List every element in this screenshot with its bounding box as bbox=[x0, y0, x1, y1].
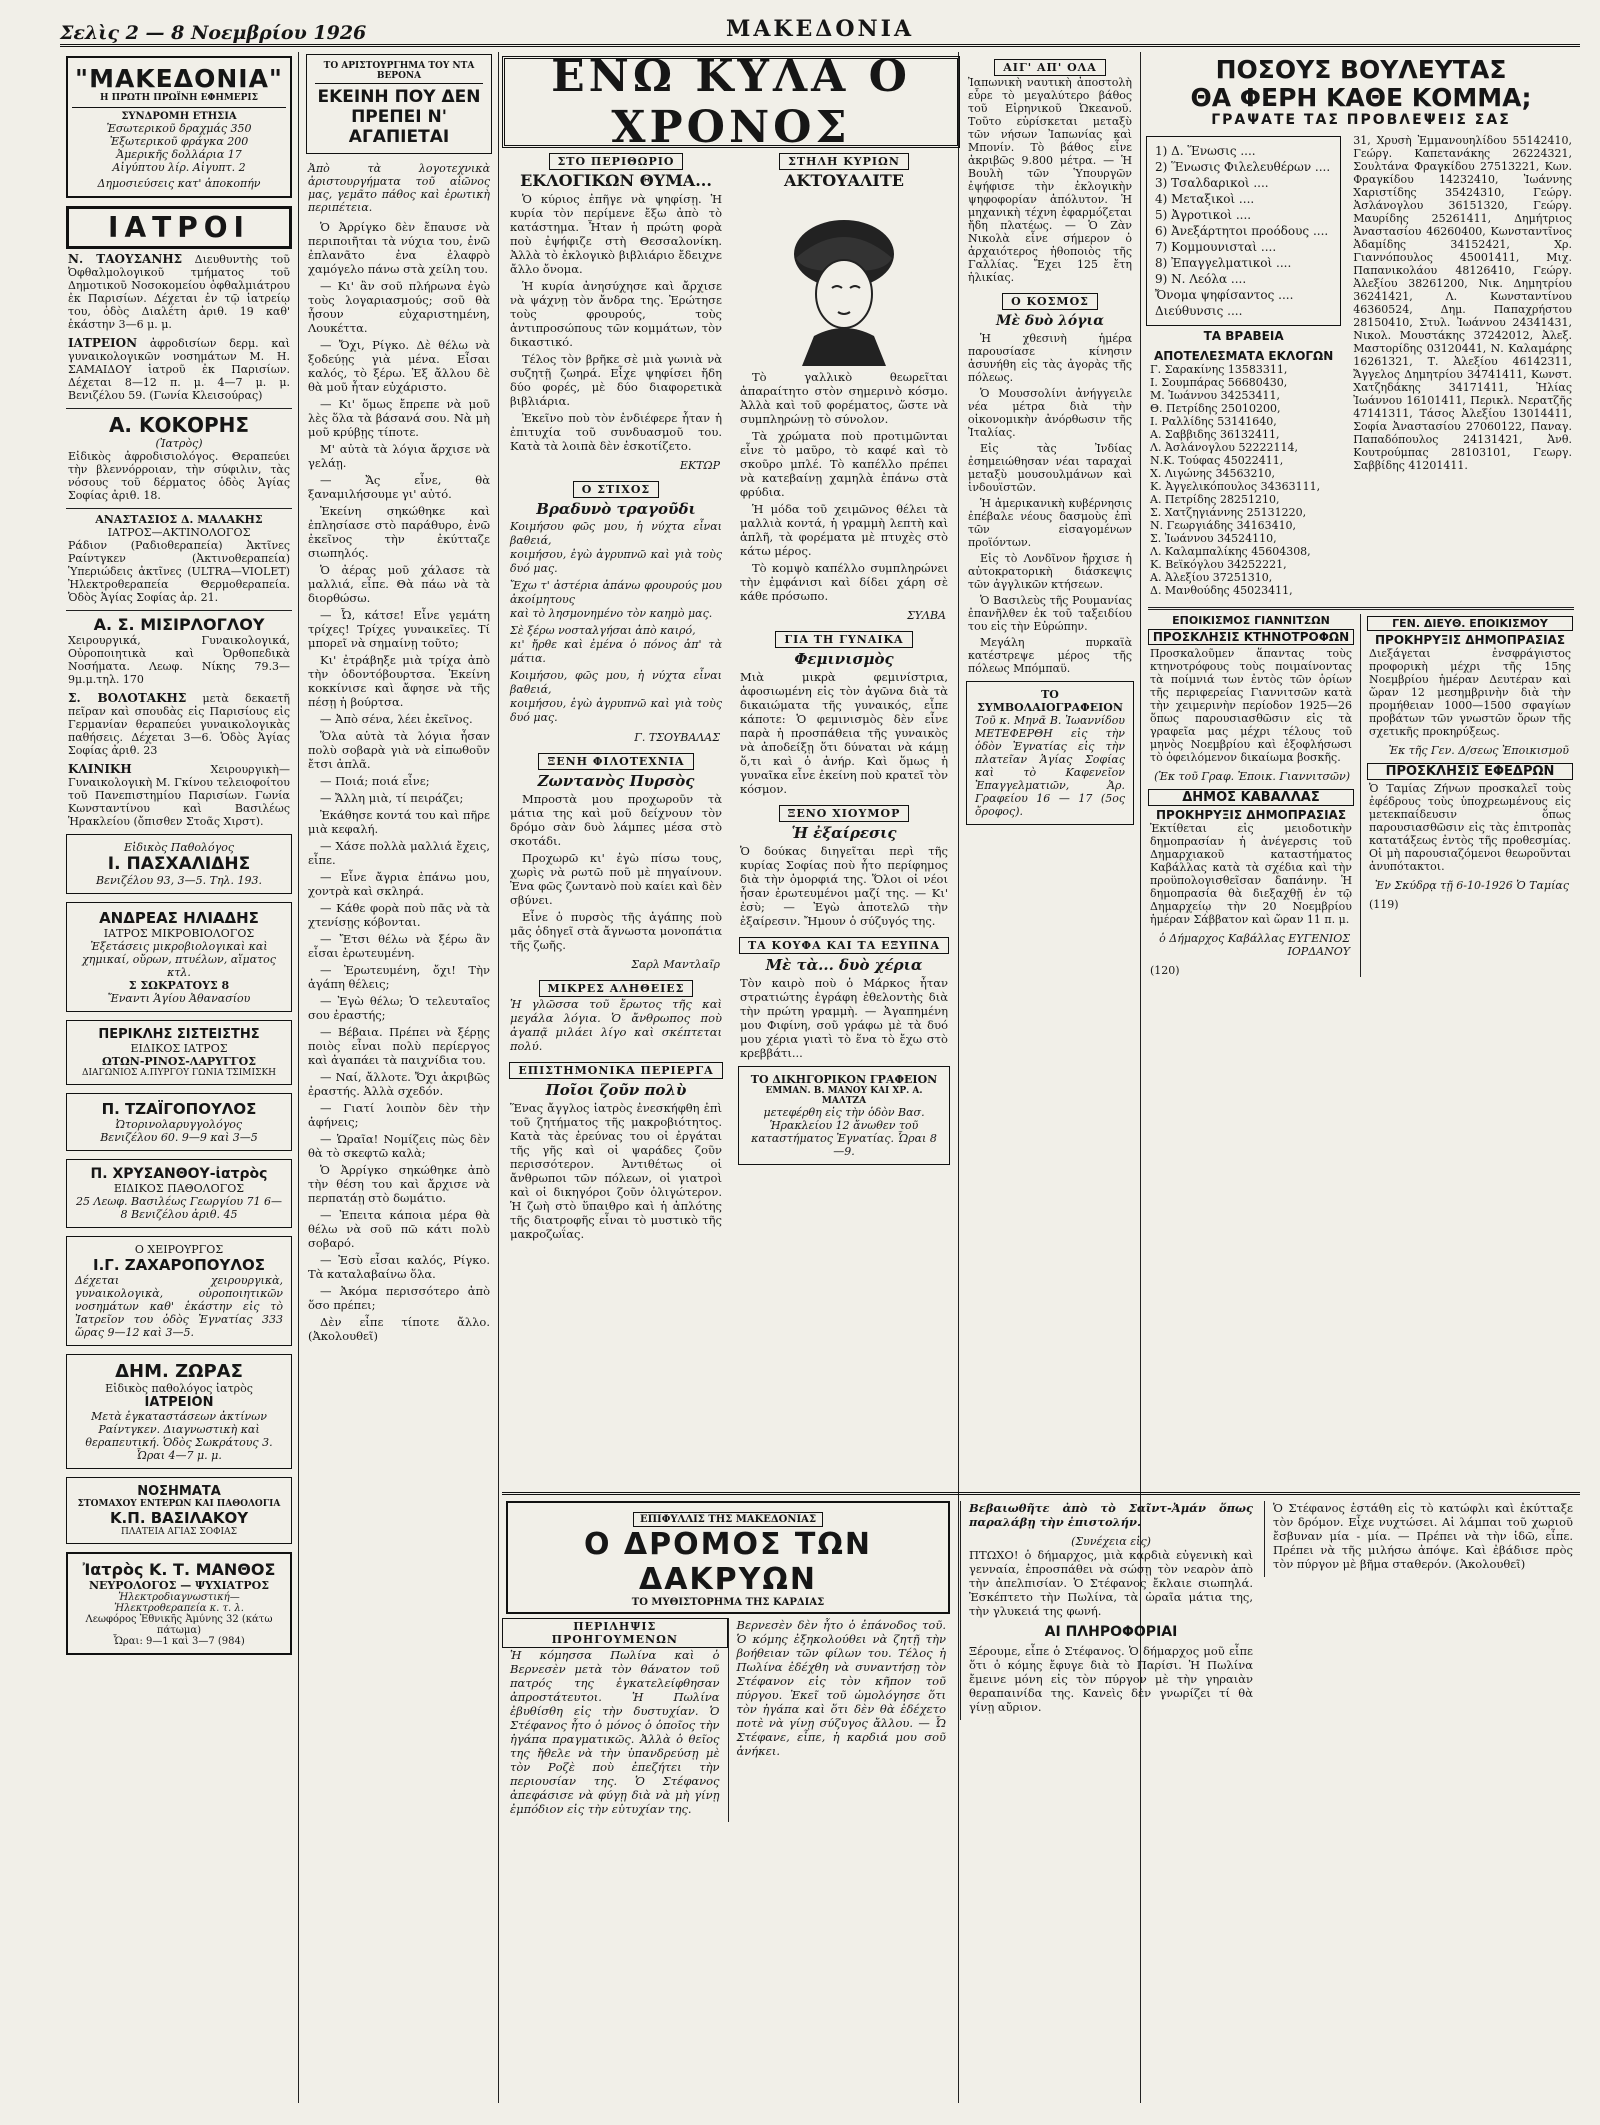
survey-title: ΘΑ ΦΕΡΗ ΚΑΘΕ ΚΟΜΜΑ; bbox=[1190, 83, 1532, 112]
story-title: ΕΚΕΙΝΗ ΠΟΥ ΔΕΝ ΠΡΕΠΕΙ Ν' ΑΓΑΠΙΕΤΑΙ bbox=[317, 87, 481, 147]
result-entry: Ν.Κ. Τούφας 45022411, bbox=[1150, 454, 1284, 467]
result-entry: Ι. Ραλλίδης 53141640, bbox=[1150, 415, 1277, 428]
story-paragraph: — Κι' ὅμως ἔπρεπε νὰ μοῦ λὲς ὅλα τὰ βάσανά σου. Νὰ μὴ μοῦ κρύβῃς τίποτε. bbox=[308, 397, 490, 439]
news-item: Ὁ Βασιλεὺς τῆς Ρουμανίας ἐπανῆλθεν ἐκ τοῦ ταξειδίου του εἰς τὴν Εὐρώπην. bbox=[968, 594, 1132, 633]
news-item: Μεγάλη πυρκαϊὰ κατέστρεψε μέρος τῆς πόλεως Μπόμπαϋ. bbox=[968, 636, 1132, 675]
story-paragraph: — Κι' ἂν σοῦ πλήρωνα ἐγὼ τοὺς λογαριασμούς; σοῦ θὰ ἦσουν εὐχαριστημένη, Λουκέττα. bbox=[308, 279, 490, 335]
doctor-name: ΙΑΤΡΕΙΟΝ bbox=[68, 336, 138, 350]
doctor-text: Εἰδικὸς ἀφροδισιολόγος. Θεραπεύει τὴν βλεννόρροιαν, τὴν σύφιλιν, τὰς νόσους τοῦ δέρματος ὁδὸς Ἁγίας Σοφίας ἀριθ. 18. bbox=[68, 450, 290, 502]
story-paragraph: — Ἄλλη μιὰ, τί πειράζει; bbox=[320, 791, 464, 805]
subscription-header: ΣΥΝΔΡΟΜΗ ΕΤΗΣΙΑ bbox=[72, 107, 286, 122]
news-item: Ἡ χθεσινὴ ἡμέρα παρουσίασε κίνησιν ἀσυνήθη εἰς τὰς ἀγορὰς τῆς πόλεως. bbox=[968, 332, 1132, 384]
serial-kicker: ΕΠΙΦΥΛΛΙΣ ΤΗΣ ΜΑΚΕΔΟΝΙΑΣ bbox=[633, 1512, 823, 1527]
ad-name: Ι.Γ. ΖΑΧΑΡΟΠΟΥΛΟΣ bbox=[93, 1256, 265, 1274]
story-paragraph: — Ὦ, κάτσε! Εἶνε γεμάτη τρίχες! Τρίχες γυναικεῖες. Τί μπορεῖ νὰ σημαίνῃ τοῦτο; bbox=[308, 608, 490, 650]
results-list bbox=[1150, 363, 1337, 597]
ad-tzaigopoulos bbox=[66, 1093, 292, 1151]
story-paragraph: Δὲν εἶπε τίποτε ἄλλο. (Ἀκολουθεῖ) bbox=[308, 1315, 490, 1343]
article-signature: Σαρλ Μαντλαῖρ bbox=[631, 958, 720, 971]
story-paragraph: Ἐκείνη σηκώθηκε καὶ ἐπλησίασε στὸ παράθυρο, ἐνῶ ἐκεῖνος τὴν ἐκύτταζε σιωπηλός. bbox=[308, 504, 490, 560]
notice-title: ΠΡΟΚΗΡΥΞΙΣ ΔΗΜΟΠΡΑΣΙΑΣ bbox=[1374, 633, 1566, 647]
ad-head: Ο ΧΕΙΡΟΥΡΓΟΣ bbox=[134, 1243, 224, 1256]
ad-name: ΠΕΡΙΚΛΗΣ ΣΙΣΤΕΙΣΤΗΣ bbox=[98, 1027, 260, 1042]
notice-signature: ὁ Δήμαρχος Καβάλλας ΕΥΓΕΝΙΟΣ ΙΟΡΔΑΝΟΥ bbox=[1159, 932, 1350, 958]
results-title: ΑΠΟΤΕΛΕΣΜΑΤΑ ΕΚΛΟΓΩΝ bbox=[1153, 349, 1334, 363]
doctor-sub: (Ἰατρὸς) bbox=[155, 437, 203, 450]
section-kicker: Ο ΚΟΣΜΟΣ bbox=[1002, 293, 1098, 310]
ad-sisteistis bbox=[66, 1020, 292, 1085]
serial-continuation: (Συνέχεια εἰς) bbox=[1071, 1535, 1151, 1548]
serial-chapter-note: Βεβαιωθῆτε ἀπὸ τὸ Σαῖντ-Ἀμάν ὅπως παραλάβῃ τὴν ἐπιστολήν. bbox=[969, 1501, 1253, 1529]
serial-summary: Ἡ κόμησσα Πωλίνα καὶ ὁ Βερνεσὲν μετὰ τὸν θάνατον τοῦ πατρός της ἐγκατελείφθησαν ἀπροστάτευτοι. Ἡ Πωλίνα ἐβυθίσθη εἰς τὴν δυστυχίαν. Ὁ Στέφανος ἦτο ὁ μόνος ὁ ὁποῖος τὴν ἠγάπα πραγματικῶς. Ἀλλὰ ὁ θεῖος της ἤθελε νὰ τὴν ὑπανδρεύσῃ μὲ τὸν Ροζὲ ποὺ ἐπεζήτει τὴν περιουσίαν της. Ὁ Στέφανος ἀπεφάσισε νὰ φύγῃ διὰ νὰ μὴ γίνῃ ἐμπόδιον εἰς τὴν εὐτυχίαν της. bbox=[510, 1648, 720, 1816]
survey-item: 5) Ἀγροτικοὶ .... bbox=[1155, 208, 1252, 222]
result-entry: Λ. Ἀσλάνογλου 52222114, bbox=[1150, 441, 1298, 454]
newspaper-name: ΜΑΚΕΔΟΝΙΑ bbox=[725, 16, 915, 42]
section-kicker: ΜΙΚΡΕΣ ΑΛΗΘΕΙΕΣ bbox=[539, 980, 694, 997]
article-title: Μὲ τὰ... δυὸ χέρια bbox=[765, 956, 923, 974]
results-continued: 31, Χρυσὴ Ἐμμανουηλίδου 55142410, Γεώργ. Καπετανάκης 26224321, Σουλτάνα Φραγκίδου 27513221, Κων. Φραγκίδου 14232410, Ἰωάννης Χαριστίδης 35424310, Γεώργ. Ἀσλάνογλου 36151320, Γεώργ. Μαυρίδης 25261411, Δημήτριος Ἀναστασίου 46260400, Κωνσταντῖνος Ἀδαμίδης 34152421, Χρ. Γιαννόπουλος 45001411, Μιχ. Παπανικολάου 48126410, Γεώργ. Ἀλεξίου 38261200, Νικ. Δημητρίου 36241421, Λ. Κωνσταντίνου 46360524, Δημ. Παπαχρήστου 28150410, Στυλ. Ἰωάννου 24341431, Νικολ. Μουστάκης 37242012, Ἀλεξ. Μαστορίδης 03120441, Ν. Καλαμάρης 16261321, Τ. Ἀλεξίου 46142311, Ἄγγελος Δημητρίου 34741411, Κωνστ. Χατζηδάκης 34171411, Ἠλίας Ἰωάννου 16101411, Περικλ. Νερατζῆς 47141311, Τάσος Ἀλεξίου 13014411, Σοφία Ἀναστασίου 27060122, Παναγ. Παπαδόπουλος 24131421, Ἀνθ. Κουτρούμπας 28103101, Γεωργ. Σαββίδης 41201411. bbox=[1353, 134, 1572, 472]
article-title: Φεμινισμὸς bbox=[794, 650, 894, 668]
article-body: Ἕνας ἄγγλος ἰατρὸς ἐνεσκήφθη ἐπὶ τοῦ ζητήματος τῆς μακροβιότητος. Κατὰ τὰς ἐρεύνας του οἱ ἐργάται τῆς γῆς καὶ οἱ ψαράδες ζοῦν περισσότερον. Ἀντιθέτως οἱ ἄνθρωποι τῶν πόλεων, οἱ γιατροὶ καὶ οἱ δικηγόροι ζοῦν ὀλιγώτερον. Ἡ ζωὴ στὸ ὕπαιθρο καὶ ἡ ἀπλότης τῆς διατροφῆς εἶναι τὸ μυστικὸ τῆς μακροζωΐας. bbox=[510, 1101, 722, 1241]
article-body bbox=[510, 792, 722, 952]
section-kicker: ΞΕΝΗ ΦΙΛΟΤΕΧΝΙΑ bbox=[538, 753, 693, 770]
ad-name: ΕΜΜΑΝ. Β. ΜΑΝΟΥ ΚΑΙ ΧΡ. Α. ΜΑΛΤΖΑ bbox=[765, 1086, 923, 1106]
survey-item: 4) Μεταξικοὶ .... bbox=[1155, 192, 1255, 206]
ad-manthos bbox=[66, 1552, 292, 1655]
doctor-ad bbox=[60, 513, 298, 539]
section-kicker: ΓΙΑ ΤΗ ΓΥΝΑΙΚΑ bbox=[775, 631, 912, 648]
article-body: Μιὰ μικρὰ φεμινίστρια, ἀφοσιωμένη εἰς τὸν ἀγῶνα διὰ τὰ δικαιώματα τῆς γυναικός, εἶπε κάποτε: Ὁ φεμινισμὸς δὲν εἶνε παρὰ ἡ προσπάθεια τῆς γυναικὸς νὰ ἀποδείξῃ ὅτι δύναται νὰ κάμῃ ὅ,τι καὶ ὁ ἀνήρ. Καὶ ὅμως ἡ γυναῖκα εἶνε ἐκείνη ποὺ κρατεῖ τὸν κόσμον. bbox=[740, 670, 948, 796]
notice-signature: Ἐκ τῆς Γεν. Δ/σεως Ἐποικισμοῦ bbox=[1388, 744, 1569, 757]
story-paragraph: — Ἀπὸ σένα, λέει ἐκεῖνος. bbox=[320, 712, 473, 726]
section-kicker: Ο ΣΤΙΧΟΣ bbox=[573, 481, 659, 498]
result-entry: Χ. Λιγώνης 34563210, bbox=[1150, 467, 1276, 480]
ad-vasilakou bbox=[66, 1477, 292, 1544]
story-paragraph: Μ' αὐτὰ τὰ λόγια ἄρχισε νὰ γελάῃ. bbox=[308, 442, 490, 470]
subscription-title: "ΜΑΚΕΔΟΝΙΑ" bbox=[75, 64, 283, 93]
survey-item: Διεύθυνσις .... bbox=[1155, 304, 1243, 318]
ad-sub: Εἰδικὸς παθολόγος ἰατρὸς bbox=[105, 1382, 253, 1395]
ad-name: Π. ΧΡΥΣΑΝΘΟΥ-ἰατρὸς bbox=[90, 1166, 268, 1182]
ad-address: ΠΛΑΤΕΙΑ ΑΓΙΑΣ ΣΟΦΙΑΣ bbox=[121, 1527, 237, 1537]
story-paragraph: Ὅλα αὐτὰ τὰ λόγια ἦσαν πολὺ σοβαρὰ γιὰ νὰ εἰπωθοῦν ἔτσι ἀπλᾶ. bbox=[308, 729, 490, 771]
notice-signature: Ἐν Σκύδρᾳ τῇ 6-10-1926 Ὁ Ταμίας bbox=[1374, 879, 1569, 892]
section-banner-title: ΕΝΩ ΚΥΛΑ Ο ΧΡΟΝΟΣ bbox=[551, 51, 911, 153]
article-title: ΕΚΛΟΓΙΚΩΝ ΘΥΜΑ... bbox=[520, 171, 712, 190]
ad-name: Κ.Π. ΒΑΣΙΛΑΚΟΥ bbox=[109, 1509, 249, 1527]
section-kicker: ΣΤΗΛΗ ΚΥΡΙΩΝ bbox=[779, 153, 909, 170]
doctor-text: Διευθυντὴς τοῦ Ὀφθαλμολογικοῦ τμήματος τοῦ Δημοτικοῦ Νοσοκομείου ὀφθαλμιάτρου ἐκ Παρισίων. Δέχεται ἐν τῷ ἰατρείῳ του, ὁδὸς Διαλέτη ἀριθ. 19 καθ' ἑκάστην 3—6 μ. μ. bbox=[68, 253, 290, 331]
notice-text: Ὁ Ταμίας Ζήνων προσκαλεῖ τοὺς ἐφέδρους τοὺς ὑποχρεωμένους εἰς μετεκπαίδευσιν ὅπως παρουσιασθῶσιν εἰς τὰς ἐπιτροπὰς κατατάξεως ἐντὸς τῆς προθεσμίας. Οἱ μὴ παρουσιαζόμενοι θεωροῦνται ἀνυπότακτοι. bbox=[1369, 782, 1571, 873]
story-paragraph: Κι' ἐτράβηξε μιὰ τρίχα ἀπὸ τὴν ὁδοντόβουρτσα. Ἐκείνη κοκκίνισε καὶ ἄφησε νὰ τῆς πέσῃ ἡ βούρτσα. bbox=[308, 653, 490, 709]
ad-address: Σ ΣΩΚΡΑΤΟΥΣ 8 bbox=[128, 979, 230, 992]
story-paragraph: — Ἄς εἶνε, θὰ ξαναμιλήσουμε γι' αὐτό. bbox=[308, 473, 490, 501]
ad-paschalidis bbox=[66, 834, 292, 894]
article-body bbox=[740, 370, 948, 603]
ad-head: ΤΟ ΔΙΚΗΓΟΡΙΚΟΝ ΓΡΑΦΕΙΟΝ bbox=[750, 1073, 938, 1086]
survey-title: ΠΟΣΟΥΣ ΒΟΥΛΕΥΤΑΣ bbox=[1215, 55, 1507, 84]
doctors-header bbox=[66, 206, 292, 249]
ad-address: Βενιζέλου 60. 9—9 καὶ 3—5 bbox=[100, 1131, 258, 1144]
story-paragraph: — Ὄχι, Ρίγκο. Δὲ θέλω νὰ ξοδεύῃς γιὰ μένα. Εἶσαι καλός, τὸ ξέρω. Ἐξ ἄλλου δὲ θὰ μοῦ ἦταν εὐχάριστο. bbox=[308, 338, 490, 394]
ad-sub: ΝΕΥΡΟΛΟΓΟΣ — ΨΥΧΙΑΤΡΟΣ bbox=[88, 1579, 270, 1592]
poem-body bbox=[510, 520, 722, 725]
news-item: Εἰς τὰς Ἰνδίας ἐσημειώθησαν νέαι ταραχαὶ μεταξὺ μουσουλμάνων καὶ ἰνδουϊστῶν. bbox=[968, 442, 1132, 494]
subscription-line: Αἰγύπτου λίρ. Αἰγυπτ. 2 bbox=[112, 161, 246, 174]
poem-title: Βραδυνὸ τραγοῦδι bbox=[536, 500, 696, 518]
notary-ad bbox=[966, 681, 1134, 825]
article-paragraph: Ἐκεῖνο ποὺ τὸν ἐνδιέφερε ἦταν ἡ ἐπιτυχία τοῦ συνδυασμοῦ του. Κατὰ τὰ λοιπὰ δὲν ἐσκοτίζετο. bbox=[510, 411, 722, 453]
survey-item: 6) Ἀνεξάρτητοι προόδους .... bbox=[1155, 224, 1329, 238]
article-body: Τὸν καιρὸ ποὺ ὁ Μάρκος ἦταν στρατιώτης ἐγράφη ἐθελοντὴς διὰ τὴν πρώτη γραμμὴ. — Ἀγαπημένη μου Φιφίνη, σοῦ γράφω μὲ τὰ δυό μου χέρια γιατὶ τὸ ἕνα τὸ ἔχω στὸ κρεββάτι... bbox=[740, 976, 948, 1060]
poem-stanza: Σὲ ξέρω νοσταλγήσαι ἀπὸ καιρό, κι' ἤρθε καὶ ἐμένα ὁ πόνος ἀπ' τὰ μάτια. bbox=[510, 624, 722, 665]
story-paragraph: — Ἔτσι θέλω νὰ ξέρω ἂν εἶσαι ἐρωτευμένη. bbox=[308, 932, 490, 960]
article-paragraph: Τὸ γαλλικὸ θεωρεῖται ἀπαραίτητο στὸν σημερινὸ κόσμο. Ἀλλὰ καὶ τοῦ φορέματος, ὥστε νὰ συμπληρώνῃ τὸ σύνολον. bbox=[740, 370, 948, 426]
notice-number: (120) bbox=[1150, 964, 1180, 977]
ad-head: ΝΟΣΗΜΑΤΑ bbox=[137, 1484, 221, 1499]
article-title: Ζωντανὸς Πυρσὸς bbox=[537, 772, 695, 790]
section-kicker: ΣΤΟ ΠΕΡΙΘΩΡΙΟ bbox=[549, 153, 684, 170]
serial-subtitle: ΤΟ ΜΥΘΙΣΤΟΡΗΜΑ ΤΗΣ ΚΑΡΔΙΑΣ bbox=[631, 1597, 825, 1608]
story-body bbox=[308, 220, 490, 1343]
doctor-text: Χειρουργικὴ—Γυναικολογικὴ Μ. Γκίνου τελειοφοίτου τοῦ Πανεπιστημίου Παρισίων. Γωνία Κωνσταντίνου καὶ Βασιλέως Ἡρακλείου (ὄπισθεν Στοᾶς Χιρστ). bbox=[68, 763, 290, 828]
notice-title: ΠΡΟΣΚΛΗΣΙΣ ΕΦΕΔΡΩΝ bbox=[1367, 763, 1573, 780]
ad-head: ΙΑΤΡΕΙΟΝ bbox=[144, 1395, 214, 1410]
story-paragraph: — Ἐρωτευμένη, ὄχι! Τὴν ἀγάπη θέλεις; bbox=[308, 963, 490, 991]
result-entry: Α. Σαββιδης 36132411, bbox=[1150, 428, 1280, 441]
story-kicker: ΤΟ ΑΡΙΣΤΟΥΡΓΗΜΑ ΤΟΥ ΝΤΑ ΒΕΡΟΝΑ bbox=[315, 61, 483, 84]
doctor-sub: ΙΑΤΡΟΣ—ΑΚΤΙΝΟΛΟΓΟΣ bbox=[107, 526, 251, 539]
survey-item: 9) Ν. Λεόλα .... bbox=[1155, 272, 1247, 286]
story-paragraph: — Ἀκόμα περισσότερο ἀπὸ ὅσο πρέπει; bbox=[308, 1284, 490, 1312]
ad-sub: ΣΤΟΜΑΧΟΥ ΕΝΤΕΡΩΝ ΚΑΙ ΠΑΘΟΛΟΓΙΑ bbox=[77, 1499, 281, 1509]
ad-text: μετεφέρθη εἰς τὴν ὁδὸν Βασ. Ἡρακλείου 12 ἄνωθεν τοῦ καταστήματος Ἐγνατίας. Ὧραι 8—9. bbox=[751, 1106, 937, 1158]
result-entry: Ι. Σουμπάρας 56680430, bbox=[1150, 376, 1288, 389]
prizes-note bbox=[1150, 330, 1337, 343]
survey-item: Ὄνομα ψηφίσαντος .... bbox=[1155, 288, 1294, 302]
notice-number: (119) bbox=[1369, 898, 1399, 911]
notice-head: ΕΠΟΙΚΙΣΜΟΣ ΓΙΑΝΝΙΤΣΩΝ bbox=[1172, 614, 1330, 627]
woman-portrait-illustration bbox=[774, 196, 914, 366]
poem-stanza: Ἔχω τ' ἀστέρια ἀπάνω φρουρούς μου ἀκοίμητους καὶ τὸ λησμονημένο τὸν καημὸ μας. bbox=[510, 579, 722, 620]
news-list bbox=[968, 332, 1132, 675]
notice-head: ΓΕΝ. ΔΙΕΥΘ. ΕΠΟΙΚΙΣΜΟΥ bbox=[1367, 616, 1573, 631]
subscription-line: Ἐξωτερικοῦ φράγκα 200 bbox=[109, 135, 249, 148]
article-body bbox=[510, 192, 722, 453]
notice-signature: (Ἐκ τοῦ Γραφ. Ἐποικ. Γιαννιτσῶν) bbox=[1154, 770, 1350, 783]
story-paragraph: — Ναί, ἄλλοτε. Ὄχι ἀκριβῶς ἐραστής. Ἀλλὰ σχεδόν. bbox=[308, 1070, 490, 1098]
story-paragraph: Ὁ ἀέρας μοῦ χάλασε τὰ μαλλιά, εἶπε. Θὰ πάω νὰ τὰ διορθώσω. bbox=[308, 563, 490, 605]
ad-address: Ἔναντι Ἁγίου Ἀθανασίου bbox=[107, 992, 251, 1005]
doctor-name: Ν. ΤΑΟΥΣΑΝΗΣ bbox=[68, 252, 183, 266]
poem-stanza: Κοιμήσου, φῶς μου, ἡ νύχτα εἶναι βαθειά, κοιμήσου, ἐγὼ ἀγρυπνῶ καὶ γιὰ τοὺς δυό μας. bbox=[510, 669, 722, 724]
doctor-ad bbox=[68, 763, 290, 828]
story-intro: Ἀπὸ τὰ λογοτεχνικὰ ἀριστουργήματα τοῦ αἰῶνος μας, γεμᾶτο πάθος καὶ ἐρωτικὴ περιπέτεια. bbox=[308, 162, 490, 214]
doctor-name: ΑΝΑΣΤΑΣΙΟΣ Δ. ΜΑΛΑΚΗΣ bbox=[95, 513, 263, 526]
prizes-title: ΤΑ ΒΡΑΒΕΙΑ bbox=[1203, 329, 1284, 343]
section-banner bbox=[502, 51, 960, 153]
doctors-column bbox=[60, 52, 298, 2103]
article-paragraph: Προχωρῶ κι' ἐγὼ πίσω τους, χωρὶς νὰ ρωτῶ ποῦ μὲ πηγαίνουν. Ἐνα φῶς ζωντανὸ ποὺ καίει καὶ δὲν σβύνει. bbox=[510, 851, 722, 907]
story-paragraph: — Γιατί λοιπὸν δὲν τὴν ἀφήνεις; bbox=[308, 1101, 490, 1129]
ad-hours: Ὧραι: 9—1 καὶ 3—7 (984) bbox=[113, 1636, 245, 1647]
subscription-subtitle: Η ΠΡΩΤΗ ΠΡΩΪΝΗ ΕΦΗΜΕΡΙΣ bbox=[100, 93, 258, 103]
doctor-text: Ράδιον (Ραδιοθεραπεία) Ἀκτῖνες Ραίντγκεν (Ἀκτινοθεραπεία) Ὑπεριώδεις ἀκτῖνες (ULTRA—VIOLET) Ἠλεκτροθεραπεία Θερμοθεραπεία. Ὁδὸς Ἁγίας Σοφίας ἀρ. 21. bbox=[68, 539, 290, 604]
story-column bbox=[300, 52, 498, 2103]
article-body: Ἡ γλῶσσα τοῦ ἔρωτος τῆς καὶ μεγάλα λόγια. Ὁ ἄνθρωπος ποὺ ἀγαπᾷ μιλάει λίγο καὶ σκέπτεται πολύ. bbox=[510, 997, 722, 1053]
ad-text: Μετὰ ἐγκαταστάσεων ἀκτίνων Ραίντγκεν. Διαγνωστικὴ καὶ θεραπευτική. Ὁδὸς Σωκράτους 3. Ὧραι 4—7 μ. μ. bbox=[85, 1410, 273, 1462]
ad-text: 25 Λεωφ. Βασιλέως Γεωργίου 71 6—8 Βενιζέλου ἀριθ. 45 bbox=[76, 1195, 282, 1221]
article-paragraph: Τέλος τὸν βρῆκε σὲ μιὰ γωνιὰ νὰ συζητῇ ζωηρά. Εἶχε ψηφίσει ἤδη δύο φορές, μὲ δύο διαφορετικὰ βιβλιάρια. bbox=[510, 352, 722, 408]
ad-text: Τοῦ κ. Μηνᾶ Β. Ἰωαννίδου ΜΕΤΕΦΕΡΘΗ εἰς τὴν ὁδὸν Ἐγνατίας εἰς τὴν πλατεῖαν Ἁγίας Σοφίας καὶ τὸ Καφενεῖον Ἐπαγγελματιῶν, Ἀρ. Γραφείου 16 — 17 (5ος ὄροφος). bbox=[975, 714, 1125, 818]
notice-text: Ἐκτίθεται εἰς μειοδοτικὴν δημοπρασίαν ἡ ἀνέγερσις τοῦ Δημαρχιακοῦ καταστήματος Καβάλλας κατὰ τὰ σχέδια καὶ τὴν προϋπολογισθεῖσαν δαπάνην. Ἡ δημοπρασία θὰ διεξαχθῇ ἐν τῷ Δημαρχείῳ τὴν 20 Νοεμβρίου ἡμέραν Σάββατον καὶ ὥραν 11 π. μ. bbox=[1150, 822, 1352, 926]
serial-body: Βερνεσὲν δὲν ἦτο ὁ ἐπάνοδος τοῦ. Ὁ κόμης ἐξηκολούθει νὰ ζητῇ τὴν βοήθειαν τῶν φίλων του. Τέλος ἡ Πωλίνα ἐδέχθη νὰ συναντήσῃ τὸν Στέφανον εἰς τὸν κῆπον τοῦ πύργου. Ἐκεῖ τοῦ ὡμολόγησε ὅτι τὸν ἠγάπα καὶ ὅτι δὲν θὰ ἐδέχετο ποτὲ νὰ γίνῃ σύζυγος ἄλλου. — Ὦ Στέφανε, εἶπε, ἡ καρδιά μου σοῦ ἀνήκει. bbox=[736, 1618, 946, 1758]
doctor-ad bbox=[60, 413, 298, 450]
ad-name: Π. ΤΖΑΪΓΟΠΟΥΛΟΣ bbox=[101, 1100, 257, 1118]
law-office-ad bbox=[738, 1066, 950, 1165]
result-entry: Μ. Ἰωάννου 34253411, bbox=[1150, 389, 1281, 402]
section-kicker: ΞΕΝΟ ΧΙΟΥΜΟΡ bbox=[779, 805, 910, 822]
ad-chrysanthou bbox=[66, 1159, 292, 1228]
survey-item: 1) Δ. Ἕνωσις .... bbox=[1155, 144, 1256, 158]
section-kicker: ΕΠΙΣΤΗΜΟΝΙΚΑ ΠΕΡΙΕΡΓΑ bbox=[509, 1062, 722, 1079]
news-body: Ἰαπωνικὴ ναυτικὴ ἀποστολὴ εὗρε τὸ μεγαλύτερο βάθος τοῦ Εἰρηνικοῦ Ὠκεανοῦ. Τοῦτο εὑρίσκεται μεταξὺ τῶν νήσων Ἰαπωνίας καὶ Μπονίν. Τὸ βάθος εἶνε ἀκριβῶς 9.800 μέτρα. — Ἡ Βουλὴ τῶν Ὑπουργῶν ἐψήφισε τὴν ἐκλογικὴν ψηφοφορίαν ἀπόλυτον. Ἡ μηχανικὴ τέχνη ἐφαρμόζεται ἤδη πλατέως. — Ὁ Ζὰν Νικολὰ εἶνε σήμερον ὁ ἀρχαιότερος ἡθοποιὸς τῆς Γαλλίας. Ἔχει 125 ἔτη ἡλικίας. bbox=[968, 76, 1132, 284]
poem-signature: Γ. ΤΣΟΥΒΑΛΑΣ bbox=[634, 731, 720, 744]
survey-item: 3) Τσαλδαρικοὶ .... bbox=[1155, 176, 1269, 190]
survey-item: 8) Ἐπαγγελματικοὶ .... bbox=[1155, 256, 1292, 270]
story-paragraph: — Ὡραῖα! Νομίζεις πὼς δὲν θὰ τὸ σκεφτῶ καλὰ; bbox=[308, 1132, 490, 1160]
ad-name: Ι. ΠΑΣΧΑΛΙΔΗΣ bbox=[107, 854, 251, 874]
subscription-line: Ἀμερικῆς δολλάρια 17 bbox=[116, 148, 242, 161]
news-item: Ἡ ἀμερικανικὴ κυβέρνησις ἐπέβαλε νέους δασμοὺς ἐπὶ τῶν εἰσαγομένων προϊόντων. bbox=[968, 497, 1132, 549]
survey-item: 2) Ἕνωσις Φιλελευθέρων .... bbox=[1155, 160, 1331, 174]
article-paragraph: Ἡ κυρία ἀνησύχησε καὶ ἄρχισε νὰ ψάχνῃ τὸν ἄνδρα της. Ἐρώτησε τοὺς φρουρούς, τοὺς ἀντιπροσώπους τῶν κομμάτων, τὸν δικαστικό. bbox=[510, 279, 722, 349]
doctor-name: Σ. ΒΟΛΟΤΑΚΗΣ bbox=[68, 691, 187, 705]
elections-column bbox=[1142, 52, 1580, 1382]
page-date: Σελὶς 2 — 8 Νοεμβρίου 1926 bbox=[60, 22, 367, 44]
ad-address: Λεωφόρος Ἐθνικῆς Ἀμύνης 32 (κάτω πάτωμα) bbox=[85, 1614, 273, 1636]
story-paragraph: Ὁ Ἀρρίγκο σηκώθηκε ἀπὸ τὴν θέση του καὶ ἄρχισε νὰ περπατάῃ στὸ δωμάτιο. bbox=[308, 1163, 490, 1205]
notice-title: ΠΡΟΣΚΛΗΣΙΣ ΚΤΗΝΟΤΡΟΦΩΝ bbox=[1148, 629, 1354, 645]
notice-title: ΠΡΟΚΗΡΥΞΙΣ ΔΗΜΟΠΡΑΣΙΑΣ bbox=[1155, 808, 1347, 822]
ad-head: Εἰδικὸς Παθολόγος bbox=[124, 841, 234, 854]
ad-name: ΔΗΜ. ΖΩΡΑΣ bbox=[115, 1361, 243, 1382]
serial-header bbox=[506, 1501, 950, 1614]
section-kicker: ΑΙΓ' ΑΠ' ΟΛΑ bbox=[994, 59, 1105, 76]
ad-text: Ἐξετάσεις μικροβιολογικαὶ καὶ χημικαί, οὔρων, πτυέλων, αἵματος κτλ. bbox=[82, 940, 276, 979]
news-item: Ὁ Μουσσολίνι ἀνήγγειλε νέα μέτρα διὰ τὴν οἰκονομικὴν ἀνόρθωσιν τῆς Ἰταλίας. bbox=[968, 387, 1132, 439]
doctor-name: ΚΛΙΝΙΚΗ bbox=[68, 762, 132, 776]
result-entry: Κ. Ἀγγελικόπουλος 34363111, bbox=[1150, 480, 1321, 493]
ad-name: Ἰατρὸς Κ. Τ. ΜΑΝΘΟΣ bbox=[82, 1560, 276, 1579]
doctor-ad bbox=[68, 692, 290, 757]
ad-address: ΔΙΑΓΩΝΙΟΣ Α.ΠΥΡΓΟΥ ΓΩΝΙΑ ΤΣΙΜΙΣΚΗ bbox=[81, 1068, 277, 1078]
news-column bbox=[960, 52, 1140, 1382]
result-entry: Α. Ἀλεξίου 37251310, bbox=[1150, 571, 1273, 584]
ad-text: Δέχεται χειρουργικὰ, γυναικολογικὰ, οὐροποιητικῶν νοσημάτων καθ' ἑκάστην εἰς τὸ Ἰατρεῖον του ὁδὸς Ἐγνατίας 333 ὥρας 9—12 καὶ 3—5. bbox=[75, 1274, 283, 1339]
story-paragraph: — Ἐγὼ θέλω; Ὁ τελευταῖος σου ἐραστής; bbox=[308, 994, 490, 1022]
survey-item: 7) Κομμουνισταὶ .... bbox=[1155, 240, 1277, 254]
ad-text: ΩΤΩΝ-ΡΙΝΟΣ-ΛΑΡΥΓΓΟΣ bbox=[102, 1055, 256, 1068]
article-title: Ἡ ἐξαίρεσις bbox=[791, 824, 897, 842]
result-entry: Θ. Πετρίδης 25010200, bbox=[1150, 402, 1281, 415]
subscription-line: Ἐσωτερικοῦ δραχμάς 350 bbox=[106, 122, 252, 135]
survey-ballot bbox=[1146, 136, 1341, 326]
story-paragraph: — Χάσε πολλὰ μαλλιά ἔχεις, εἶπε. bbox=[308, 839, 490, 867]
doctor-text: μετὰ δεκαετῆ πεῖραν καὶ σπουδὰς εἰς Παρισίους εἰς Γερμανίαν θεραπεύει γυναικολογικὰς παθήσεις. Δέχεται 3—6. Ὁδὸς Ἀγίας Σοφίας ἀριθ. 23 bbox=[68, 692, 291, 757]
article-title: Ποῖοι ζοῦν πολὺ bbox=[545, 1081, 687, 1099]
serial-body: ΠΤΩΧΟ! ὁ δήμαρχος, μιὰ καρδιὰ εὐγενικὴ καὶ γενναία, ἐπροσπάθει νὰ σώσῃ τὸν νεαρὸν ἀπὸ τὴν ἀπελπισίαν. Ὁ Στέφανος ἔκλαιε σιωπηλά. Ἐσκέπτετο τὴν Πωλίνα, τὰ ὡραῖα μάτια της, τὴν γλυκειά της φωνή. bbox=[969, 1548, 1253, 1618]
story-paragraph: Ἐκάθησε κοντά του καὶ πῆρε μιὰ κεφαλή. bbox=[308, 808, 490, 836]
article-paragraph: Ὁ κύριος ἐπῆγε νὰ ψηφίσῃ. Ἡ κυρία τὸν περίμενε ἔξω ἀπὸ τὸ κατάστημα. Ἦταν ἡ πρώτη φορὰ ποὺ ἐψήφιζε στὴ Θεσσαλονίκη. Ἀλλὰ τὸ ἐκλογικὸ βιβλιάριο ἔδειχνε ἄλλο ὄνομα. bbox=[510, 192, 722, 276]
ad-iliadis bbox=[66, 902, 292, 1012]
article-signature: ΕΚΤΩΡ bbox=[679, 459, 720, 472]
story-paragraph: — Ἐπειτα κάποια μέρα θὰ θέλω νὰ σοῦ πῶ κάτι πολὺ σοβαρό. bbox=[308, 1208, 490, 1250]
survey-subtitle: ΓΡΑΨΑΤΕ ΤΑΣ ΠΡΟΒΛΕΨΕΙΣ ΣΑΣ bbox=[1211, 112, 1511, 128]
ad-zoras bbox=[66, 1354, 292, 1469]
article-title: ΑΚΤΟΥΑΛΙΤΕ bbox=[784, 171, 904, 190]
column-rule bbox=[298, 52, 299, 2103]
story-paragraph: — Ἐσὺ εἶσαι καλός, Ρίγκο. Τὰ καταλαβαίνω ὅλα. bbox=[308, 1253, 490, 1281]
story-paragraph: — Εἶνε ἄγρια ἐπάνω μου, χοντρὰ καὶ σκληρά. bbox=[308, 870, 490, 898]
doctor-text: Χειρουργικά, Γυναικολογικά, Οὐροποιητικὰ καὶ Ὀρθοπεδικὰ Νοσήματα. Λεωφ. Νίκης 79.3—9μ.μ.τηλ. 170 bbox=[68, 634, 290, 686]
story-paragraph: — Βέβαια. Πρέπει νὰ ξέρῃς ποιὸς εἶναι πολὺ περίεργος καὶ ἀγαπάει τὰ παιχνίδια του. bbox=[308, 1025, 490, 1067]
article-paragraph: Μπροστὰ μου προχωροῦν τὰ μάτια της καὶ μοῦ δείχνουν τὸν δρόμο σὰν δυὸ λάμπες μέσα στὸ σκοτάδι. bbox=[510, 792, 722, 848]
serial-body: Ὁ Στέφανος ἐστάθη εἰς τὸ κατώφλι καὶ ἐκύτταξε τὸν δρόμον. Εἶχε νυχτώσει. Αἱ λάμπαι τοῦ χωριοῦ ἔσβυναν μία - μία. — Πρέπει νὰ τὴν ἰδῶ, εἶπε. Πρέπει νὰ τῆς μιλήσω ἀπόψε. Καὶ ἐβάδισε πρὸς τὸν πύργον μὲ βῆμα σταθερόν. (Ἀκολουθεῖ) bbox=[1273, 1501, 1573, 1571]
story-header bbox=[306, 54, 492, 154]
doctor-ad bbox=[68, 337, 290, 402]
ad-text: Ἠλεκτροδιαγνωστική—Ἠλεκτροθεραπεία κ. τ. λ. bbox=[114, 1592, 244, 1614]
ad-sub: ΙΑΤΡΟΣ ΜΙΚΡΟΒΙΟΛΟΓΟΣ bbox=[103, 927, 255, 940]
notice-text: Προσκαλοῦμεν ἅπαντας τοὺς κτηνοτρόφους τοὺς ποιμαίνοντας τὰ ποίμνιά των ἐντὸς τῶν ὁρίων τῆς περιφερείας Γιαννιτσῶν κατὰ τὴν χειμερινὴν περίοδον 1925—26 ὅπως παρουσιασθῶσιν εἰς τὰ γραφεῖα μας μέχρι τέλους τοῦ μηνὸς Νοεμβρίου καὶ ἐξοφλήσωσι τὸ ὀφειλόμενον δικαίωμα βοσκῆς. bbox=[1150, 647, 1352, 764]
serial-section bbox=[502, 1492, 1580, 2105]
article-title: Μὲ δυὸ λόγια bbox=[995, 313, 1105, 329]
result-entry: Γ. Σαρακίνης 13583311, bbox=[1150, 363, 1288, 376]
result-entry: Σ. Ἰωάννου 34524110, bbox=[1150, 532, 1277, 545]
serial-title: Ο ΔΡΟΜΟΣ ΤΩΝ ΔΑΚΡΥΩΝ bbox=[583, 1527, 873, 1597]
ad-name: ΑΝΔΡΕΑΣ ΗΛΙΑΔΗΣ bbox=[99, 909, 259, 927]
doctor-text: ἀφροδισίων δερμ. καὶ γυναικολογικῶν νοσημάτων Μ. Η. ΣΑΜΑΙΔΟΥ ἰατροῦ ἐκ Παρισίων. Δέχεται 8—12 π. μ. 4—7 μ. μ. Βενιζέλου 59. (Γωνία Κλεισούρας) bbox=[68, 337, 290, 402]
doctor-name: Α. Σ. ΜΙΣΙΡΛΟΓΛΟΥ bbox=[93, 615, 265, 634]
subscription-box bbox=[66, 56, 292, 198]
ad-sub: Ὠτορινολαρυγγολόγος bbox=[115, 1118, 243, 1131]
subscription-note: Δημοσιεύσεις κατ' ἀποκοπήν bbox=[97, 177, 261, 190]
ad-address: Βενιζέλου 93, 3—5. Τηλ. 193. bbox=[96, 874, 262, 887]
serial-summary-label: ΠΕΡΙΛΗΨΙΣ ΠΡΟΗΓΟΥΜΕΝΩΝ bbox=[502, 1618, 728, 1648]
result-entry: Δ. Μανθούδης 45023411, bbox=[1150, 584, 1293, 597]
result-entry: Λ. Καλαμπαλίκης 45604308, bbox=[1150, 545, 1311, 558]
result-entry: Κ. Βεϊκόγλου 34252221, bbox=[1150, 558, 1287, 571]
ad-head: ΤΟ ΣΥΜΒΟΛΑΙΟΓΡΑΦΕΙΟΝ bbox=[977, 688, 1123, 714]
notice-text: Διεξάγεται ἐνσφράγιστος προφορικὴ μέχρι τῆς 15ης Νοεμβρίου ἡμέραν Δευτέραν καὶ ὥραν 12 μεσημβρινὴν διὰ τὴν προμήθειαν 1000—1500 σφαγίων προβάτων τῶν γνωστῶν ὅρων τῆς σχετικῆς προκηρύξεως. bbox=[1369, 647, 1571, 738]
features-column-right bbox=[732, 150, 956, 1330]
doctor-name: Α. ΚΟΚΟΡΗΣ bbox=[108, 413, 250, 437]
story-paragraph: — Ποιά; ποιά εἶνε; bbox=[320, 774, 430, 788]
doctor-ad bbox=[68, 253, 290, 331]
column-rule bbox=[498, 52, 499, 2103]
ad-sub: ΕΙΔΙΚΟΣ ΠΑΘΟΛΟΓΟΣ bbox=[113, 1182, 245, 1195]
ad-zacharopoulos bbox=[66, 1236, 292, 1346]
serial-chapter-title: ΑΙ ΠΛΗΡΟΦΟΡΙΑΙ bbox=[1044, 1624, 1178, 1640]
section-kicker: ΤΑ ΚΟΥΦΑ ΚΑΙ ΤΑ ΕΞΥΠΝΑ bbox=[739, 937, 949, 954]
serial-body: Ξέρουμε, εἶπε ὁ Στέφανος. Ὁ δήμαρχος μοῦ εἶπε ὅτι ὁ κόμης ἔφυγε διὰ τὸ Παρίσι. Ἡ Πωλίνα ἔμεινε μόνη εἰς τὸν πύργον μὲ τὴν γηραιὰν θεραπαινίδα της. Κανεὶς δὲν γνωρίζει τί θὰ γίνῃ αὔριον. bbox=[969, 1644, 1253, 1714]
poem-stanza: Κοιμήσου φῶς μου, ἡ νύχτα εἶναι βαθειά, κοιμήσου, ἐγὼ ἀγρυπνῶ καὶ γιὰ τοὺς δυό μας. bbox=[510, 520, 722, 575]
doctors-title: ΙΑΤΡΟΙ bbox=[108, 211, 250, 244]
ad-sub: ΕΙΔΙΚΟΣ ΙΑΤΡΟΣ bbox=[130, 1042, 228, 1055]
notice-head: ΔΗΜΟΣ ΚΑΒΑΛΛΑΣ bbox=[1148, 789, 1354, 806]
article-paragraph: Ἡ μόδα τοῦ χειμῶνος θέλει τὰ μαλλιὰ κοντά, ἡ γραμμὴ λεπτὴ καὶ ἁπλῆ, τὰ φορέματα μὲ πτυχὲς στὸ κάτω μέρος. bbox=[740, 502, 948, 558]
article-paragraph: Τὰ χρώματα ποὺ προτιμῶνται εἶνε τὸ μαῦρο, τὸ καφέ καὶ τὸ σκοῦρο μπλέ. Τὸ καπέλλο πρέπει νὰ κατεβαίνῃ χαμηλὰ ἐπάνω στὰ φρύδια. bbox=[740, 429, 948, 499]
article-signature: ΣΥΛΒΑ bbox=[906, 609, 946, 622]
article-paragraph: Τὸ κομψὸ καπέλλο συμπληρώνει τὴν ἐμφάνισι καὶ δίδει χάρη σὲ κάθε πρόσωπο. bbox=[740, 561, 948, 603]
result-entry: Ν. Γεωργιάδης 34163410, bbox=[1150, 519, 1297, 532]
result-entry: Α. Πετρίδης 28251210, bbox=[1150, 493, 1280, 506]
article-paragraph: Εἶνε ὁ πυρσὸς τῆς ἀγάπης ποὺ μᾶς ὁδηγεῖ στὰ ἄγνωστα μονοπάτια τῆς ζωῆς. bbox=[510, 910, 722, 952]
article-body: Ὁ δούκας διηγεῖται περὶ τῆς κυρίας Σοφίας ποὺ ἦτο περίφημος διὰ τὴν ὀμορφιά της. Ὅλοι οἱ νέοι ἦσαν ἐρωτευμένοι μαζί της. — Κι' ἐσὺ; — Ἐγὼ ἀποτελῶ τὴν ἐξαίρεσιν. Ἤμουν ὁ σύζυγός της. bbox=[740, 844, 948, 928]
story-paragraph: — Κάθε φορὰ ποὺ πᾶς νὰ τὰ χτενίσῃς κόβονται. bbox=[308, 901, 490, 929]
news-item: Εἰς τὸ Λονδῖνον ἤρχισε ἡ αὐτοκρατορικὴ διάσκεψις τῶν ἀγγλικῶν κτήσεων. bbox=[968, 552, 1132, 591]
result-entry: Σ. Χατζηγιάννης 25131220, bbox=[1150, 506, 1307, 519]
masthead bbox=[60, 12, 1580, 47]
story-paragraph: Ὁ Ἀρρίγκο δὲν ἔπαυσε νὰ περιποιῆται τὰ νύχια του, ἐνῶ ἐπλανᾶτο ἐνα ἐλαφρὸ χαμόγελο πάνω στὰ χείλη του. bbox=[308, 220, 490, 276]
